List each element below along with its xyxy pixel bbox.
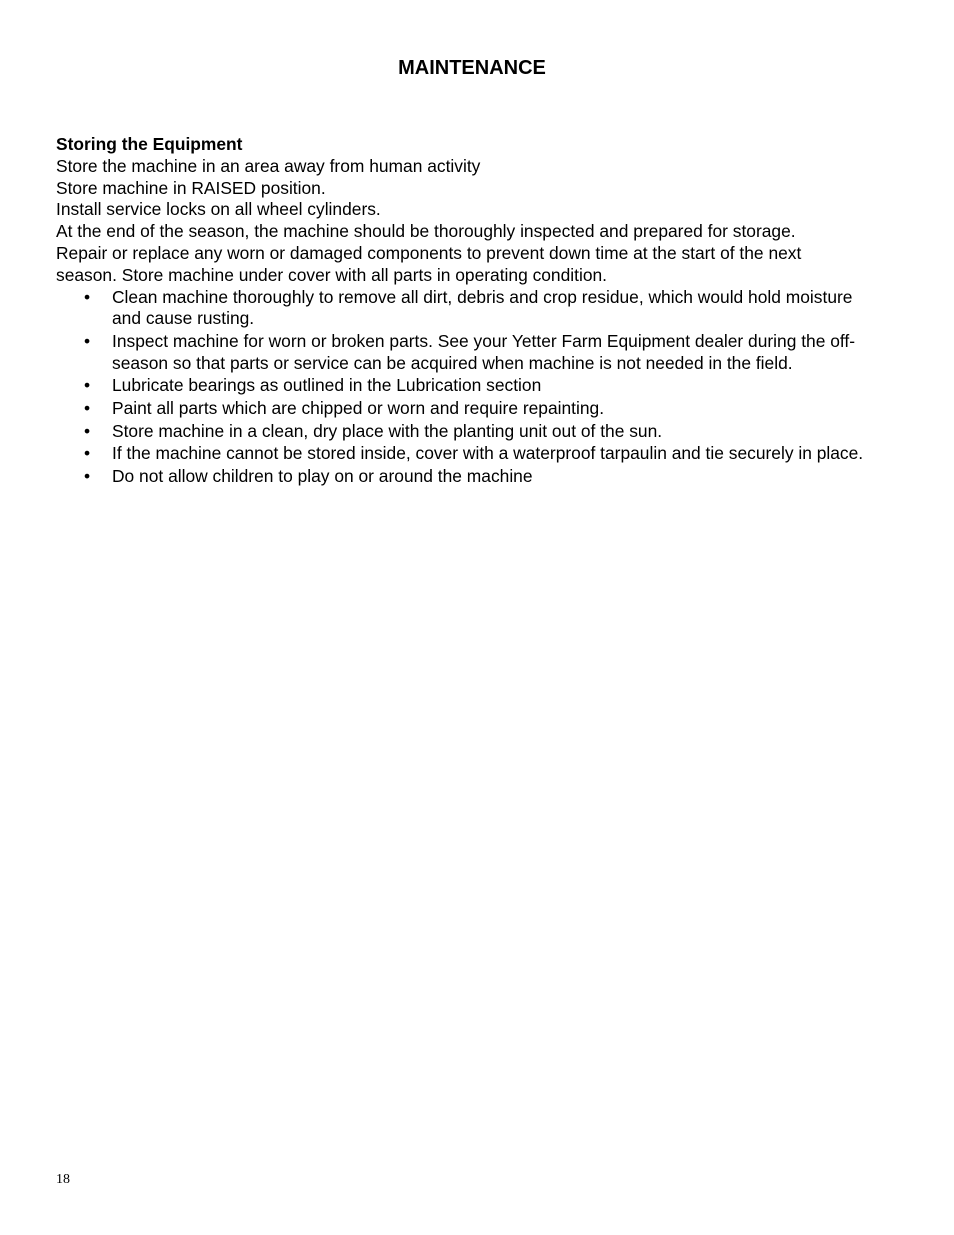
- storage-bullet-list: [56, 287, 866, 488]
- list-item-text: If the machine cannot be stored inside, cover with a waterproof tarpaulin and tie securely in place.: [112, 443, 864, 464]
- list-item-text: Lubricate bearings as outlined in the Lubrication section: [112, 375, 542, 396]
- list-item-text: Store machine in a clean, dry place with the planting unit out of the sun.: [112, 420, 663, 441]
- list-item-text: Paint all parts which are chipped or worn and require repainting.: [112, 397, 605, 418]
- bullet-glyph: •: [84, 465, 91, 486]
- bullet-glyph: •: [84, 397, 91, 418]
- list-item: [56, 398, 866, 420]
- bullet-glyph: •: [84, 330, 91, 351]
- list-item-text: Do not allow children to play on or around the machine: [112, 465, 533, 486]
- page-number: 18: [56, 1172, 70, 1187]
- page-title: MAINTENANCE: [398, 57, 546, 79]
- section-heading: Storing the Equipment: [56, 134, 243, 154]
- list-item-text: Inspect machine for worn or broken parts. See your Yetter Farm Equipment dealer during the off-season so that parts or service can be acquired when machine is not needed in the field.: [112, 330, 856, 373]
- bullet-glyph: •: [84, 420, 91, 441]
- list-item: [56, 466, 866, 488]
- bullet-glyph: •: [84, 286, 91, 307]
- list-item: [56, 287, 866, 331]
- list-item: [56, 375, 866, 397]
- storage-line-3: Install service locks on all wheel cylinders.: [56, 199, 381, 220]
- bullet-glyph: •: [84, 375, 91, 396]
- season-paragraph-rest: Repair or replace any worn or damaged components to prevent down time at the start of the next season. Store machine under cover with all parts in operating condition.: [56, 242, 802, 285]
- list-item-text: Clean machine thoroughly to remove all dirt, debris and crop residue, which would hold moisture and cause rusting.: [112, 286, 853, 329]
- list-item: [56, 443, 866, 465]
- storage-line-1: Store the machine in an area away from human activity: [56, 155, 481, 176]
- season-paragraph-line-1: At the end of the season, the machine should be thoroughly inspected and prepared for storage.: [56, 221, 796, 242]
- bullet-glyph: •: [84, 443, 91, 464]
- list-item: [56, 331, 866, 375]
- storage-line-2: Store machine in RAISED position.: [56, 177, 326, 198]
- list-item: [56, 421, 866, 443]
- storage-section: [56, 134, 866, 488]
